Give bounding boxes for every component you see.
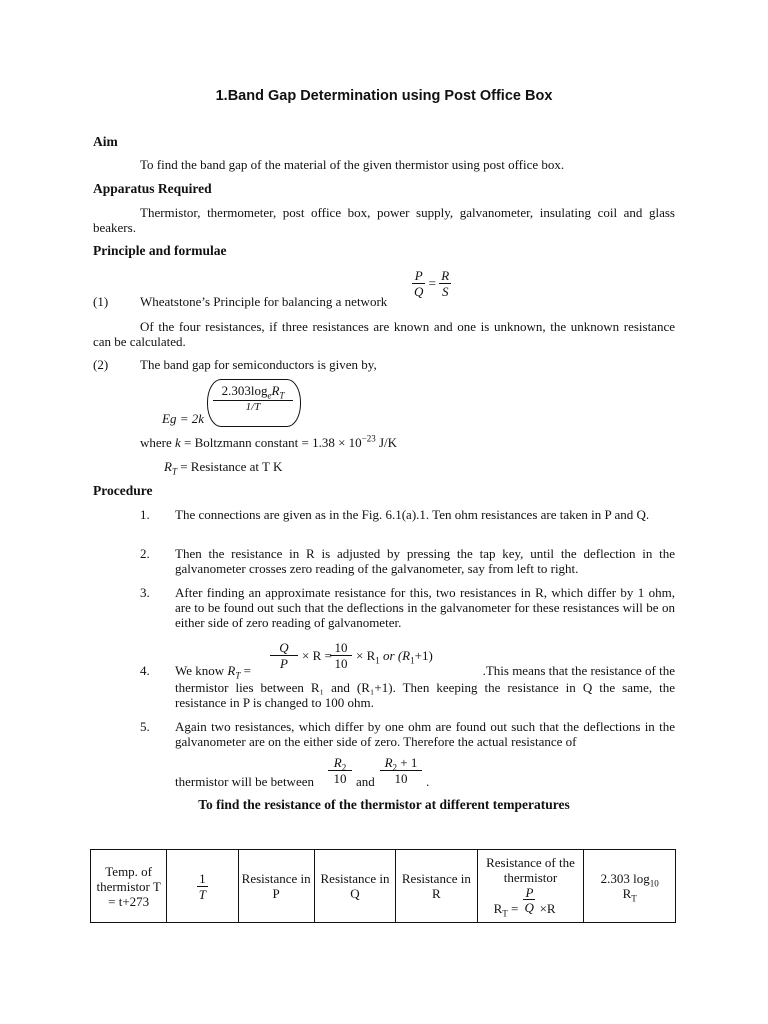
col-reciprocal-temperature: $\frac{1}{T}$ xyxy=(167,850,238,923)
principle-item-1-number: (1) xyxy=(93,294,109,309)
step-5-and: and xyxy=(356,774,375,789)
fraction-10-over-10: 10 10 xyxy=(330,640,352,671)
step-5-text: Again two resistances, which differ by one ohm are found out such that the deflections in the galvanometer are on the either side of zero. Therefore the actual resistance of xyxy=(175,719,675,749)
principle-item-1-text: Wheatstone’s Principle for balancing a network xyxy=(140,294,388,309)
wheatstone-formula: $\frac{P}{Q}$ = $\frac{R}{S}$ xyxy=(414,268,450,299)
step-1-text: The connections are given as in the Fig. 6.1(a).1. Ten ohm resistances are taken in P and Q. xyxy=(175,507,650,522)
page-title: 1.Band Gap Determination using Post Office Box xyxy=(215,88,553,104)
observation-table xyxy=(90,849,676,923)
apparatus-heading: Apparatus Required xyxy=(93,181,212,196)
principle-item-1-description: Of the four resistances, if three resistances are known and one is unknown, the unknown resistance can be calculated. xyxy=(93,319,675,349)
col-log-resistance: 2.303 $\log_{10}$ $R_T$ xyxy=(584,850,676,923)
col-resistance-r: Resistance in R xyxy=(396,850,477,923)
col-resistance-q: Resistance in Q xyxy=(314,850,395,923)
col-temperature: Temp. of thermistor T = t+273 xyxy=(91,850,167,923)
table-header-row xyxy=(91,850,676,923)
step-4-line1-end: .This means that the resistance of the xyxy=(482,663,675,678)
step-4-line2: thermistor lies between R₁ and (R₁+1). Then keeping the resistance in Q the same, the resistance in P is changed to 100 ohm. xyxy=(175,680,675,710)
band-gap-formula: Eg = 2k xyxy=(162,411,204,426)
band-gap-fraction: $2.303\log_eR_T$ 1/T xyxy=(213,383,293,413)
step-2-number: 2. xyxy=(140,546,150,561)
step-4-times-r: × R = xyxy=(302,648,332,663)
step-4-number: 4. xyxy=(140,663,150,678)
table-heading: To find the resistance of the thermistor at different temperatures xyxy=(198,797,570,812)
principle-item-2-text: The band gap for semiconductors is given by, xyxy=(140,357,377,372)
fraction-r2-over-10: $R_2$ 10 xyxy=(328,755,352,786)
step-4-tail: × $R_1$ or $(R_1+1)$ xyxy=(356,648,433,666)
step-1-number: 1. xyxy=(140,507,150,522)
fraction-r2-plus-1-over-10: $R_2 + 1$ 10 xyxy=(380,755,422,786)
step-3-text: After finding an approximate resistance for this, two resistances in R, which differ by 1 ohm, are to be found out such that the deflections in the galvanometer for these resistances will be on either side of zero reading of galvanometer. xyxy=(175,585,675,630)
step-5-line3: thermistor will be between xyxy=(175,774,314,789)
aim-heading: Aim xyxy=(93,134,118,149)
principle-item-2-number: (2) xyxy=(93,357,109,372)
boltzmann-definition: where k = Boltzmann constant = $1.38 \times 10^{-23}$ J/K xyxy=(140,433,398,450)
step-3-number: 3. xyxy=(140,585,150,600)
procedure-heading: Procedure xyxy=(93,483,153,498)
step-5-end: . xyxy=(426,774,430,789)
rt-definition: $R_T$ = Resistance at T K xyxy=(164,459,283,477)
principle-heading: Principle and formulae xyxy=(93,243,227,258)
step-4-we-know: We know $R_T$ = xyxy=(175,663,251,681)
step-5-number: 5. xyxy=(140,719,150,734)
fraction-r-over-s: $\frac{R}{S}$ xyxy=(441,268,450,299)
col-thermistor-resistance: Resistance of the thermistor P $R_T$ = Q ×R xyxy=(477,850,584,923)
aim-text: To find the band gap of the material of the given thermistor using post office box. xyxy=(140,157,565,172)
fraction-q-over-p: Q P xyxy=(270,640,298,671)
col-resistance-p: Resistance in P xyxy=(238,850,314,923)
step-2-text: Then the resistance in R is adjusted by pressing the tap key, until the deflection in the galvanometer crosses zero reading of the galvanometer, say from left to right. xyxy=(175,546,675,576)
fraction-p-over-q: $\frac{P}{Q}$ xyxy=(414,268,424,299)
apparatus-text: Thermistor, thermometer, post office box, power supply, galvanometer, insulating coil and glass beakers. xyxy=(93,205,675,235)
